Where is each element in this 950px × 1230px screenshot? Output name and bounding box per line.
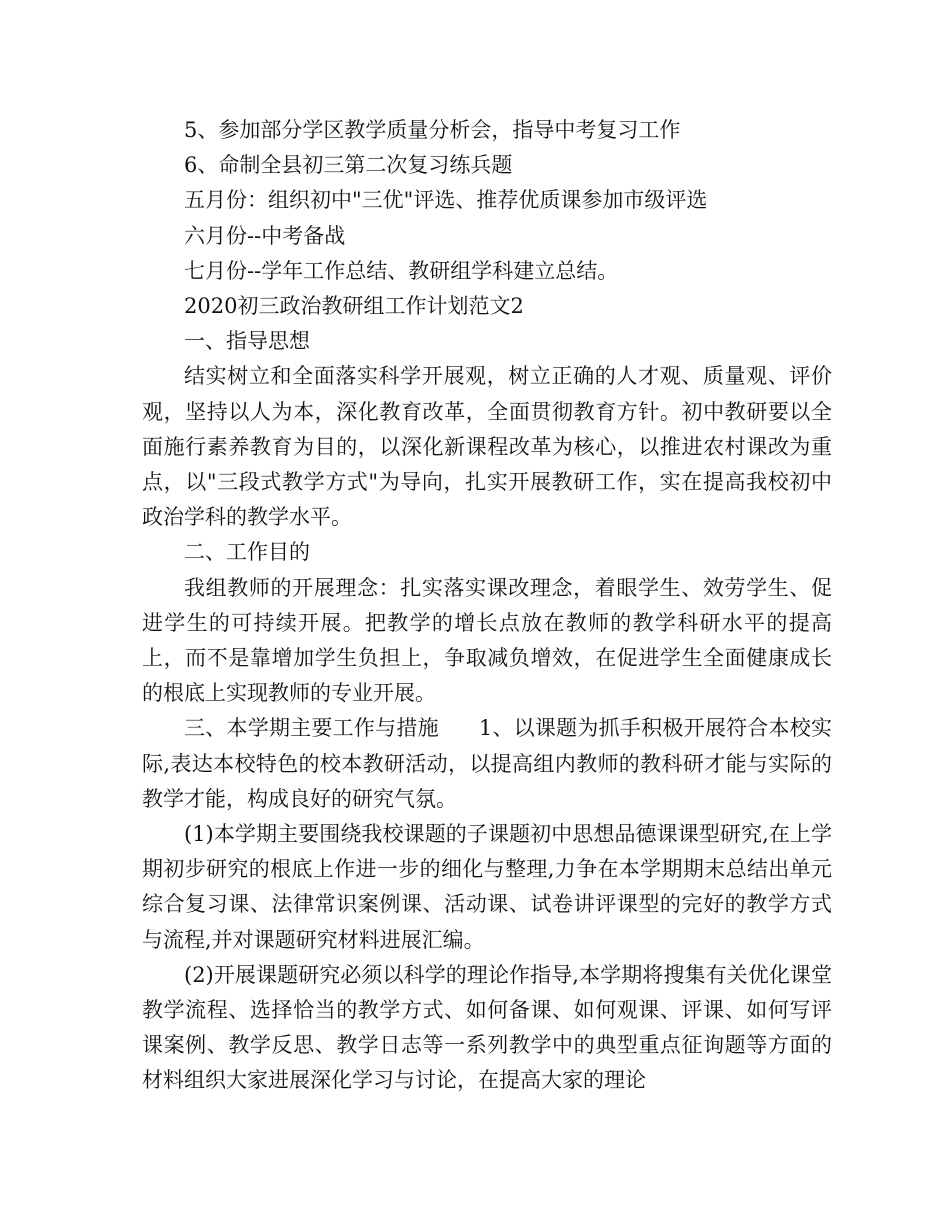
- text-line: 6、命制全县初三第二次复习练兵题: [184, 153, 513, 178]
- paragraph: 结实树立和全面落实科学开展观，树立正确的人才观、质量观、评价观，坚持以人为本，深化教育改革，全面贯彻教育方针。初中教研要以全面施行素养教育为目的，以深化新课程改革为核心，以推进农村课改为重点，以"三段式教学方式"为导向，扎实开展教研工作，实在提高我校初中政治学科的教学水平。: [142, 364, 832, 530]
- text-line: 5、参加部分学区教学质量分析会，指导中考复习工作: [184, 118, 681, 142]
- document-body: [142, 113, 832, 1099]
- text-line: 六月份--中考备战: [184, 223, 346, 248]
- section-heading: 三、本学期主要工作与措施: [184, 716, 439, 741]
- text-line: 七月份--学年工作总结、教研组学科建立总结。: [184, 258, 619, 283]
- paragraph: 我组教师的开展理念：扎实落实课改理念，着眼学生、效劳学生、促进学生的可持续开展。把教学的增长点放在教师的教学科研水平的提高上，而不是靠增加学生负担上，争取减负增效，在促进学生全面健康成长的根底上实现教师的专业开展。: [142, 575, 832, 706]
- paragraph: [142, 711, 832, 817]
- text-line: 五月份：组织初中"三优"评选、推荐优质课参加市级评选: [184, 188, 708, 213]
- document-subtitle: 2020初三政治教研组工作计划范文2: [184, 294, 524, 319]
- paragraph: (1)本学期主要围绕我校课题的子课题初中思想品德课课型研究,在上学期初步研究的根底上作进一步的细化与整理,力争在本学期期末总结出单元综合复习课、法律常识案例课、活动课、试卷讲评课型的完好的教学方式与流程,并对课题研究材料进展汇编。: [142, 822, 832, 952]
- paragraph: (2)开展课题研究必须以科学的理论作指导,本学期将搜集有关优化课堂教学流程、选择恰当的教学方式、如何备课、如何观课、评课、如何写评课案例、教学反思、教学日志等一系列教学中的典型重点征询题等方面的材料组织大家进展深化学习与讨论，在提高大家的理论: [142, 962, 832, 1093]
- section-heading: 一、指导思想: [184, 329, 310, 354]
- section-heading: 二、工作目的: [184, 540, 310, 565]
- paragraph-text: 1、以课题为抓手积极开展符合本校实际,表达本校特色的校本教研活动，以提高组内教师的教科研才能与实际的教学才能，构成良好的研究气氛。: [142, 716, 833, 811]
